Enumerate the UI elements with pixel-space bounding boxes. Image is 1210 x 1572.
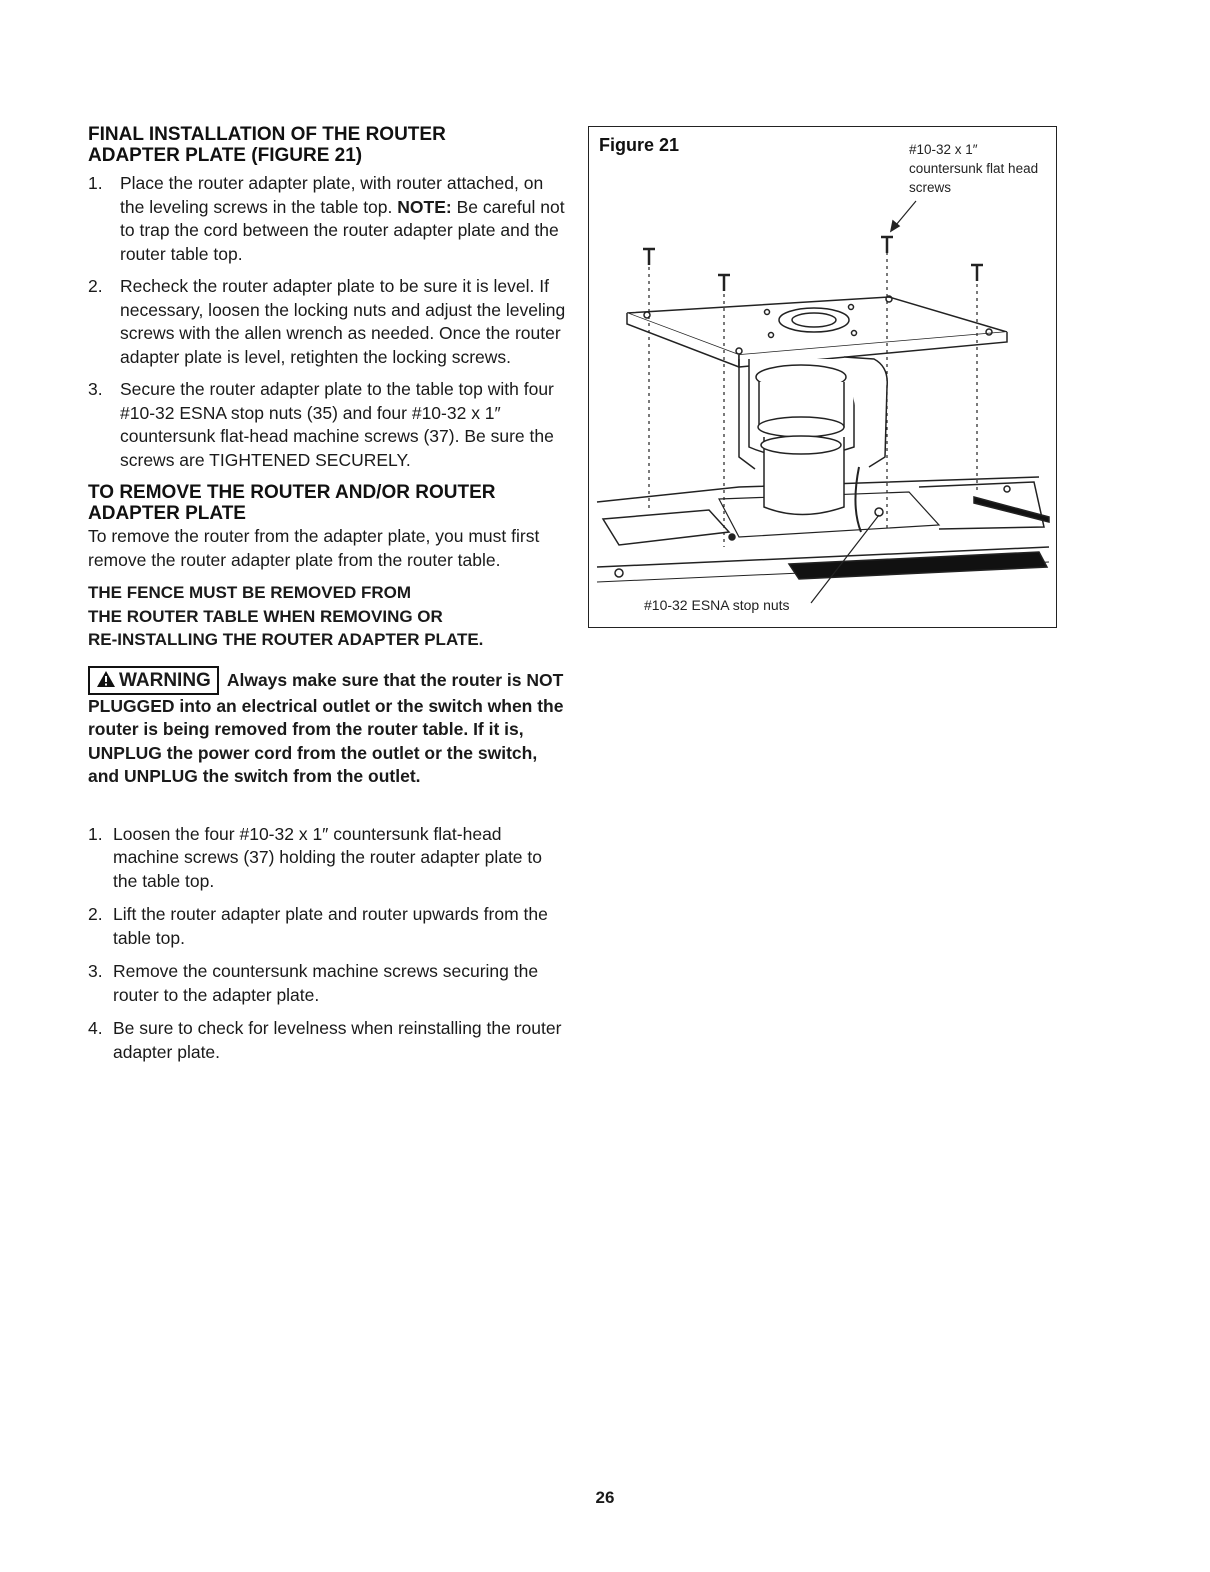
step-text: Lift the router adapter plate and router upwards from the table top. (113, 904, 548, 948)
step-number: 2. (88, 904, 103, 924)
list-item (88, 172, 568, 266)
warning-badge (88, 666, 219, 695)
callout-screws: #10-32 x 1″ countersunk flat head screws (909, 142, 1039, 195)
step-number: 3. (88, 961, 103, 981)
list-item (88, 378, 568, 472)
step-text: Place the router adapter plate, with router attached, on the leveling screws in the table top. (120, 173, 544, 217)
title-line-1: TO REMOVE THE ROUTER AND/OR ROUTER (88, 482, 496, 503)
remove-intro: To remove the router from the adapter plate, you must first remove the router adapter plate from the router table. (88, 526, 540, 570)
page-number: 26 (595, 1488, 615, 1507)
removal-steps (88, 823, 568, 1065)
installation-steps (88, 172, 568, 472)
step-text: Secure the router adapter plate to the table top with four #10-32 ESNA stop nuts (35) and four #10-32 x 1″ countersunk flat-head machine screws (37). Be sure the screws are TIGHTENED SECURELY. (120, 379, 554, 470)
list-item (88, 1017, 568, 1064)
section-title-remove-router (88, 482, 568, 524)
router-plate-illustration (589, 127, 1056, 627)
step-number: 2. (88, 276, 103, 296)
warning-text: Always make sure that the router is NOT PLUGGED into an electrical outlet or the switch when the router is being removed from the router table. If it is, UNPLUG the power cord from the outlet or the switch, and UNPLUG the switch from the outlet. (88, 669, 564, 786)
fence-line-1: THE FENCE MUST BE REMOVED FROM (88, 583, 412, 602)
figure-21 (588, 126, 1057, 628)
step-number: 1. (88, 823, 103, 844)
text-column (88, 124, 568, 1064)
step-text: Be sure to check for levelness when reinstalling the router adapter plate. (113, 1018, 562, 1062)
callout-stop-nuts: #10-32 ESNA stop nuts (644, 597, 790, 613)
step-text: Remove the countersunk machine screws securing the router to the adapter plate. (113, 961, 539, 1005)
fence-line-3: RE-INSTALLING THE ROUTER ADAPTER PLATE. (88, 630, 484, 649)
fence-notice (88, 581, 568, 652)
list-item (88, 275, 568, 369)
list-item (88, 823, 568, 894)
warning-triangle-icon (96, 670, 116, 688)
step-number: 3. (88, 379, 103, 399)
warning-label: WARNING (119, 669, 211, 691)
note-label: NOTE: (397, 196, 452, 217)
step-number: 1. (88, 173, 103, 193)
step-text: Loosen the four #10-32 x 1″ countersunk flat-head machine screws (37) holding the router adapter plate to the table top. (113, 823, 542, 891)
step-text: Recheck the router adapter plate to be sure it is level. If necessary, loosen the locking nuts and adjust the leveling screws with the allen wrench as needed. Once the router adapter plate is level, retighten the locking screws. (120, 276, 566, 367)
fence-line-2: THE ROUTER TABLE WHEN REMOVING OR (88, 606, 443, 626)
section-title-final-installation (88, 124, 568, 166)
figure-title: Figure 21 (599, 135, 680, 155)
title-line-2: ADAPTER PLATE (FIGURE 21) (88, 145, 363, 166)
warning-paragraph (88, 666, 568, 789)
list-item (88, 903, 568, 950)
title-line-2: ADAPTER PLATE (88, 503, 246, 524)
note-text: Be careful not to trap the cord between the router adapter plate and the router table top. (120, 196, 565, 264)
title-line-1: FINAL INSTALLATION OF THE ROUTER (88, 124, 446, 145)
step-number: 4. (88, 1018, 103, 1038)
list-item (88, 960, 568, 1007)
